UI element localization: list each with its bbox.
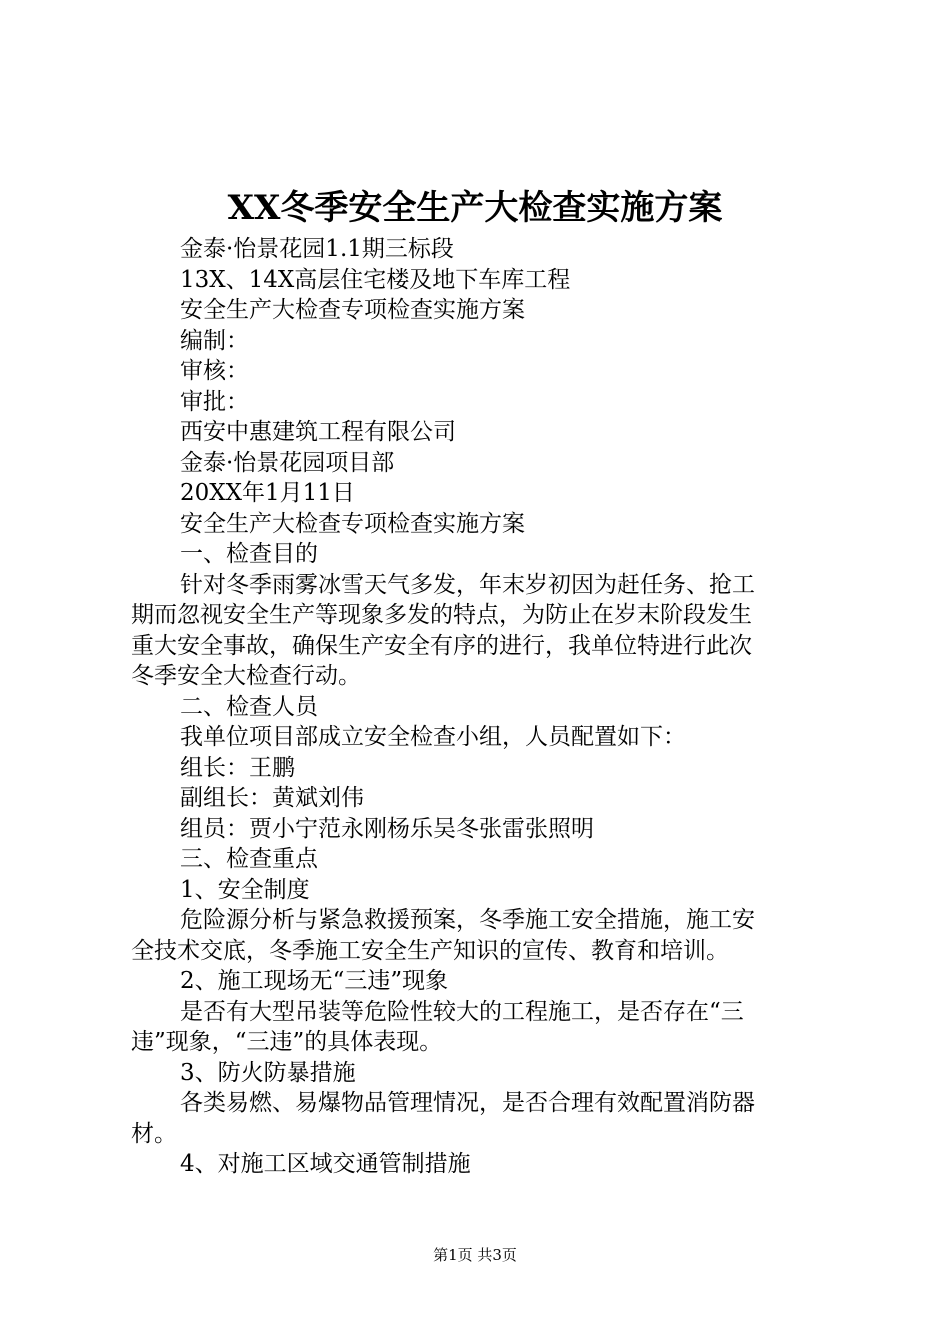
paragraph-line: 冬季安全大检查行动。: [131, 663, 361, 689]
paragraph-line: 重大安全事故，确保生产安全有序的进行，我单位特进行此次: [131, 632, 752, 659]
paragraph-line: 期而忽视安全生产等现象多发的特点，为防止在岁末阶段发生: [131, 602, 752, 628]
section-heading-purpose: 一、检查目的: [180, 541, 318, 567]
project-department: 金泰·怡景花园项目部: [180, 449, 395, 476]
team-leader-line: 组长：王鹏: [180, 754, 295, 781]
paragraph-line: 各类易燃、易爆物品管理情况，是否合理有效配置消防器: [180, 1090, 755, 1116]
paragraph-line: 全技术交底，冬季施工安全生产知识的宣传、教育和培训。: [131, 937, 729, 964]
company-name: 西安中惠建筑工程有限公司: [180, 419, 456, 445]
subsection-heading: 2、施工现场无“三违”现象: [180, 968, 449, 994]
paragraph-line: 是否有大型吊装等危险性较大的工程施工，是否存在“三: [180, 998, 744, 1025]
section-heading-personnel: 二、检查人员: [180, 693, 318, 720]
subsection-heading: 4、对施工区域交通管制措施: [180, 1151, 471, 1177]
paragraph-line: 我单位项目部成立安全检查小组，人员配置如下：: [180, 724, 686, 750]
approved-by-label: 审批：: [180, 388, 249, 415]
reviewed-by-label: 审核：: [180, 358, 249, 384]
paragraph-line: 针对冬季雨雾冰雪天气多发，年末岁初因为赶任务、抢工: [180, 571, 755, 598]
plan-name-line: 安全生产大检查专项检查实施方案: [180, 297, 525, 323]
deputy-leader-line: 副组长：黄斌刘伟: [180, 785, 364, 811]
document-date: 20XX年1月11日: [180, 480, 355, 506]
project-name-line: 金泰·怡景花园1.1期三标段: [180, 236, 454, 262]
project-scope-line: 13X、14X高层住宅楼及地下车库工程: [180, 266, 571, 293]
paragraph-line: 危险源分析与紧急救援预案，冬季施工安全措施，施工安: [180, 907, 755, 933]
team-members-line: 组员：贾小宁范永刚杨乐吴冬张雷张照明: [180, 815, 594, 842]
paragraph-line: 违”现象，“三违”的具体表现。: [131, 1029, 443, 1055]
document-body: [131, 234, 831, 1180]
subsection-heading: 1、安全制度: [180, 876, 310, 903]
plan-subtitle: 安全生产大检查专项检查实施方案: [180, 510, 525, 537]
paragraph-line: 材。: [131, 1120, 177, 1147]
document-title: XX冬季安全生产大检查实施方案: [227, 188, 723, 228]
compiled-by-label: 编制：: [180, 327, 249, 354]
page-number-footer: 第1页 共3页: [433, 1246, 517, 1264]
section-heading-focus: 三、检查重点: [180, 846, 318, 872]
subsection-heading: 3、防火防暴措施: [180, 1059, 356, 1086]
